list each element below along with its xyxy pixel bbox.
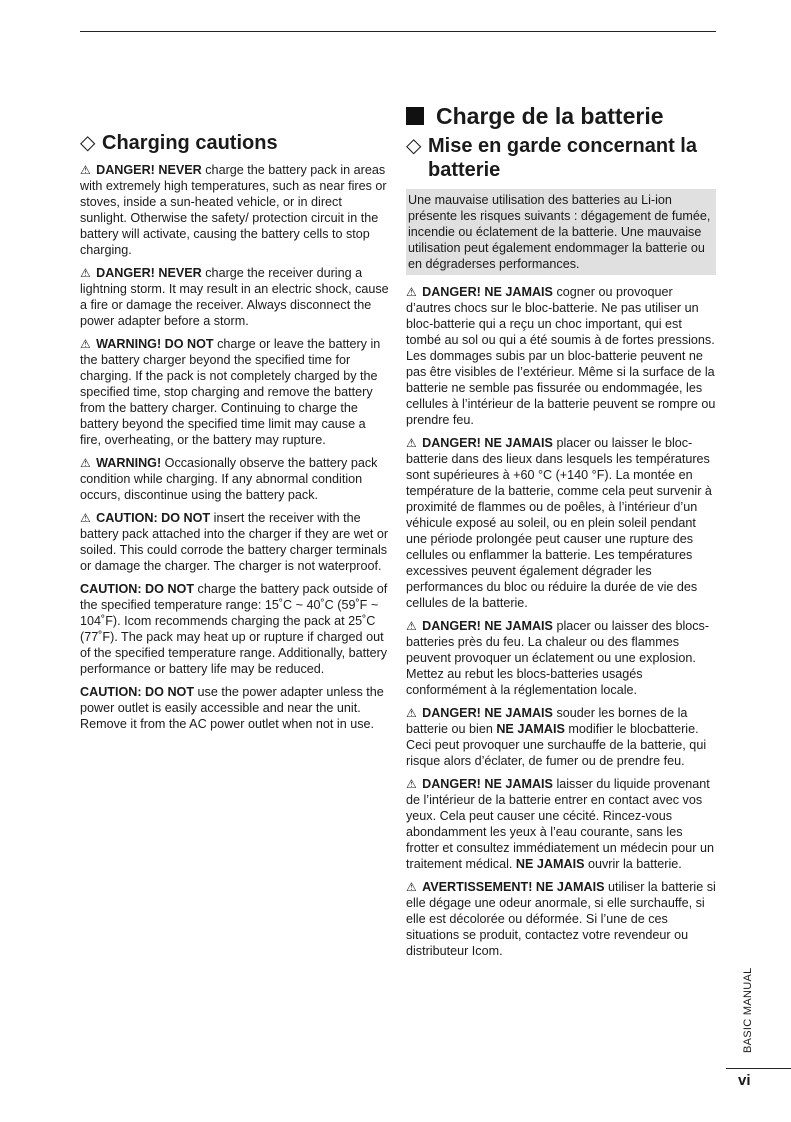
left-column <box>80 131 390 739</box>
caution-lead-secondary: NE JAMAIS <box>515 857 585 871</box>
caution-paragraph <box>80 581 390 677</box>
left-paragraphs <box>80 162 390 732</box>
caution-text: cogner ou provoquer d’autres chocs sur le bloc-batterie. Ne pas utiliser un bloc-batterie qui a reçu un choc important, qui est tombé au sol ou qui a été soumis à de fortes pressions. Les dommages subis par un bloc-batterie peuvent ne pas être visibles de l’extérieur. Même si la surface de la batterie ne semble pas fissurée ou endommagée, les cellules à l’intérieur de la batterie peuvent se rompre ou prendre feu. <box>406 285 716 427</box>
caution-lead: CAUTION: DO NOT <box>80 582 195 596</box>
caution-paragraph <box>80 684 390 732</box>
right-paragraphs <box>406 284 716 959</box>
warning-triangle-icon: ⚠ <box>406 777 421 791</box>
caution-lead: WARNING! <box>96 456 162 470</box>
warning-triangle-icon: ⚠ <box>80 337 95 351</box>
heading-text: Mise en garde concernant la batterie <box>428 135 697 181</box>
caution-lead-secondary: NE JAMAIS <box>496 722 565 736</box>
caution-paragraph <box>80 336 390 448</box>
caution-lead: DANGER! NE JAMAIS <box>422 777 553 791</box>
caution-paragraph <box>80 510 390 574</box>
caution-text: charge the battery pack outside of the specified temperature range: 15˚C ~ 40˚C (59˚F ~ 104˚F). Icom recommends charging the pack at 25˚C (77˚F). The pack may heat up or rupture if charged out of the specified temperature range. Additionally, battery performance or battery life may be reduced. <box>80 582 388 676</box>
caution-lead: DANGER! NE JAMAIS <box>422 619 553 633</box>
warning-triangle-icon: ⚠ <box>406 880 421 894</box>
caution-text: laisser du liquide provenant de l’intérieur de la batterie entrer en contact avec vos yeux. Cela peut causer une cécité. Rincez-vous abondamment les yeux à l’eau courante, sans les frotter et consultez immédiatement un médecin pour un traitement médical. <box>406 777 715 871</box>
warning-triangle-icon: ⚠ <box>406 285 421 299</box>
caution-text: placer ou laisser le bloc-batterie dans des lieux dans lesquels les températures sont supérieures à +60 °C (+140 °F). La montée en température de la batterie, comme cela peut survenir à proximité de flammes ou de poêles, à l’intérieur d’un véhicule exposé au soleil, ou en plein soleil pendant une période prolongée peut causer une rupture des cellules ou enflammer la batterie. Les températures excessives peuvent également dégrader les performances du bloc ou réduire la durée de vie des cellules de la batterie. <box>406 436 712 610</box>
page-number-rule <box>726 1068 791 1069</box>
caution-lead: DANGER! NEVER <box>96 266 202 280</box>
caution-paragraph <box>80 455 390 503</box>
info-box: Une mauvaise utilisation des batteries au Li-ion présente les risques suivants : dégagement de fumée, incendie ou éclatement de la batterie. Une mauvaise utilisation peut également endommager la batterie ou en dégraderses performances. <box>406 189 716 275</box>
right-column <box>406 102 716 966</box>
black-square-icon <box>406 107 424 125</box>
heading-text: Charging cautions <box>102 132 278 154</box>
diamond-icon: ◇ <box>406 135 422 157</box>
caution-text-secondary: ouvrir la batterie. <box>584 857 682 871</box>
top-rule <box>80 31 716 32</box>
caution-lead: WARNING! DO NOT <box>96 337 214 351</box>
section-title <box>406 102 716 130</box>
warning-triangle-icon: ⚠ <box>406 706 421 720</box>
caution-text: Occasionally observe the battery pack condition while charging. If any abnormal condition occurs, discontinue using the battery pack. <box>80 456 378 502</box>
side-label: BASIC MANUAL <box>742 967 754 1053</box>
caution-lead: DANGER! NE JAMAIS <box>422 706 553 720</box>
caution-text-secondary: modifier le blocbatterie. Ceci peut provoquer une surchauffe de la batterie, qui risque alors d’éclater, de fumer ou de prendre feu. <box>406 722 707 768</box>
caution-paragraph <box>80 265 390 329</box>
caution-text: charge the receiver during a lightning storm. It may result in an electric shock, cause a fire or damage the receiver. Always disconnect the power adapter before a storm. <box>80 266 389 328</box>
caution-paragraph <box>406 776 716 872</box>
caution-text: charge or leave the battery in the battery charger beyond the specified time for charging. If the pack is not completely charged by the specified time, stop charging and remove the battery from the battery charger. Continuing to charge the battery beyond the specified time limit may cause a fire, overheating, or the battery may rupture. <box>80 337 381 447</box>
caution-paragraph <box>406 435 716 611</box>
warning-triangle-icon: ⚠ <box>80 266 95 280</box>
caution-lead: DANGER! NE JAMAIS <box>422 285 553 299</box>
caution-paragraph <box>406 284 716 428</box>
caution-paragraph <box>406 879 716 959</box>
caution-paragraph <box>406 618 716 698</box>
caution-lead: DANGER! NE JAMAIS <box>422 436 553 450</box>
caution-text: use the power adapter unless the power outlet is easily accessible and near the unit. Remove it from the AC power outlet when not in use. <box>80 685 384 731</box>
warning-triangle-icon: ⚠ <box>80 163 95 177</box>
battery-cautions-heading <box>406 134 716 182</box>
caution-lead: AVERTISSEMENT! NE JAMAIS <box>422 880 605 894</box>
section-title-text: Charge de la batterie <box>436 103 664 129</box>
warning-triangle-icon: ⚠ <box>80 456 95 470</box>
caution-text: insert the receiver with the battery pack attached into the charger if they are wet or soiled. This could corrode the battery charger terminals or damage the charger. The charger is not waterproof. <box>80 511 389 573</box>
caution-paragraph <box>80 162 390 258</box>
caution-text: placer ou laisser des blocs-batteries près du feu. La chaleur ou des flammes peuvent provoquer un éclatement ou une explosion. Mettez au rebut les blocs-batteries usagés conformément à la réglementation locale. <box>406 619 710 697</box>
charging-cautions-heading <box>80 131 390 155</box>
warning-triangle-icon: ⚠ <box>80 511 95 525</box>
caution-text: souder les bornes de la batterie ou bien <box>406 706 688 736</box>
warning-triangle-icon: ⚠ <box>406 436 421 450</box>
caution-text: utiliser la batterie si elle dégage une odeur anormale, si elle surchauffe, si elle est décolorée ou déformée. Si l’une de ces situations se produit, contactez votre revendeur ou distributeur Icom. <box>406 880 716 958</box>
caution-lead: CAUTION: DO NOT <box>80 685 195 699</box>
warning-triangle-icon: ⚠ <box>406 619 421 633</box>
caution-paragraph <box>406 705 716 769</box>
caution-lead: CAUTION: DO NOT <box>96 511 211 525</box>
caution-text: charge the battery pack in areas with extremely high temperatures, such as near fires or stoves, inside a sun-heated vehicle, or in direct sunlight. Otherwise the safety/ protection circuit in the battery will activate, causing the battery cells to stop charging. <box>80 163 387 257</box>
page-number: vi <box>738 1072 751 1089</box>
diamond-icon: ◇ <box>80 132 96 154</box>
caution-lead: DANGER! NEVER <box>96 163 202 177</box>
